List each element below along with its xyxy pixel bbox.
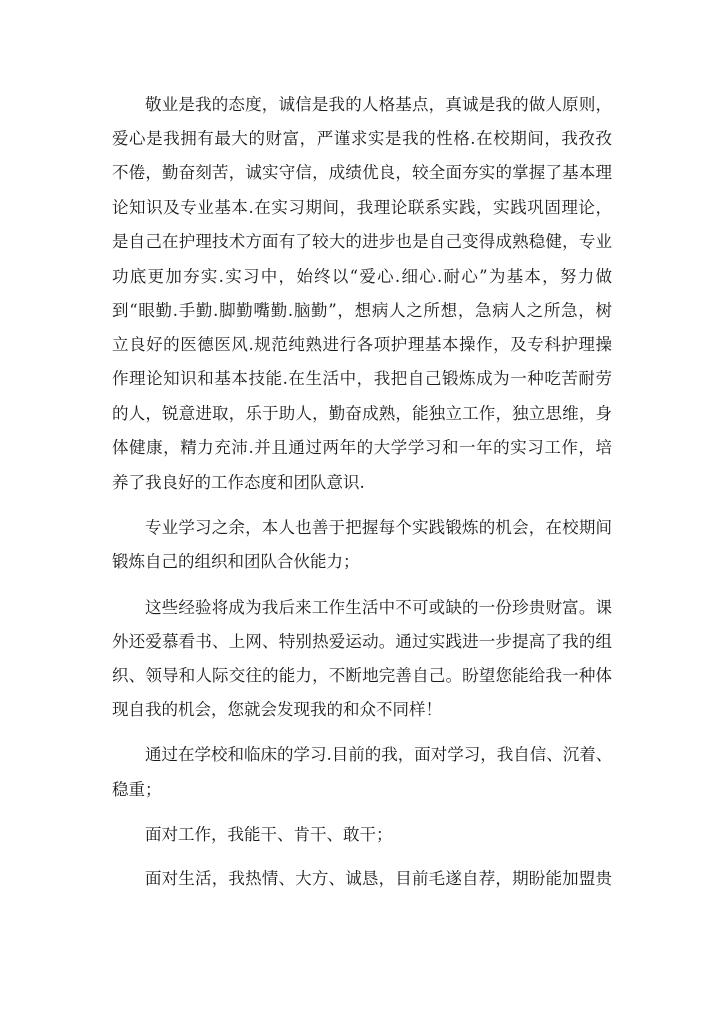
paragraph-1-line-9: 作理论知识和基本技能.在生活中，我把自己锻炼成为一种吃苦耐劳 (112, 369, 612, 388)
paragraph-6-line-1: 面对生活，我热情、大方、诚恳，目前毛遂自荐，期盼能加盟贵 (145, 869, 612, 888)
paragraph-3-line-4: 现自我的机会，您就会发现我的和众不同样！ (112, 700, 442, 719)
paragraph-1-line-7: 到“眼勤.手勤.脚勤嘴勤.脑勤”，想病人之所想，急病人之所急，树 (112, 301, 612, 320)
paragraph-1-line-3: 不倦，勤奋刻苦，诚实守信，成绩优良，较全面夯实的掌握了基本理 (112, 163, 612, 182)
paragraph-1-line-6: 功底更加夯实.实习中，始终以“爱心.细心.耐心”为基本，努力做 (112, 267, 612, 286)
paragraph-3-line-2: 外还爱慕看书、上网、特别热爱运动。通过实践进一步提高了我的组 (112, 632, 612, 651)
paragraph-4-line-2: 稳重； (112, 780, 162, 799)
paragraph-3-line-3: 织、领导和人际交往的能力，不断地完善自己。盼望您能给我一种体 (112, 666, 612, 685)
paragraph-1-line-1: 敬业是我的态度，诚信是我的人格基点，真诚是我的做人原则， (145, 95, 612, 114)
paragraph-1-line-2: 爱心是我拥有最大的财富，严谨求实是我的性格.在校期间，我孜孜 (112, 129, 612, 148)
paragraph-2-line-1: 专业学习之余，本人也善于把握每个实践锻炼的机会，在校期间 (145, 518, 612, 537)
paragraph-1-line-5: 是自己在护理技术方面有了较大的进步也是自己变得成熟稳健，专业 (112, 232, 612, 251)
paragraph-4-line-1: 通过在学校和临床的学习.目前的我，面对学习，我自信、沉着、 (145, 745, 612, 764)
paragraph-2-line-2: 锻炼自己的组织和团队合伙能力； (112, 552, 360, 571)
paragraph-1-line-10: 的人，锐意进取，乐于助人，勤奋成熟，能独立工作，独立思维，身 (112, 404, 612, 423)
paragraph-5-line-1: 面对工作，我能干、肯干、敢干； (145, 825, 393, 844)
paragraph-1-line-11: 体健康，精力充沛.并且通过两年的大学学习和一年的实习工作，培 (112, 438, 612, 457)
paragraph-3-line-1: 这些经验将成为我后来工作生活中不可或缺的一份珍贵财富。课 (145, 598, 612, 617)
paragraph-1-line-4: 论知识及专业基本.在实习期间，我理论联系实践，实践巩固理论， (112, 198, 612, 217)
paragraph-1-line-12: 养了我良好的工作态度和团队意识. (112, 473, 365, 492)
paragraph-1-line-8: 立良好的医德医风.规范纯熟进行各项护理基本操作，及专科护理操 (112, 335, 612, 354)
